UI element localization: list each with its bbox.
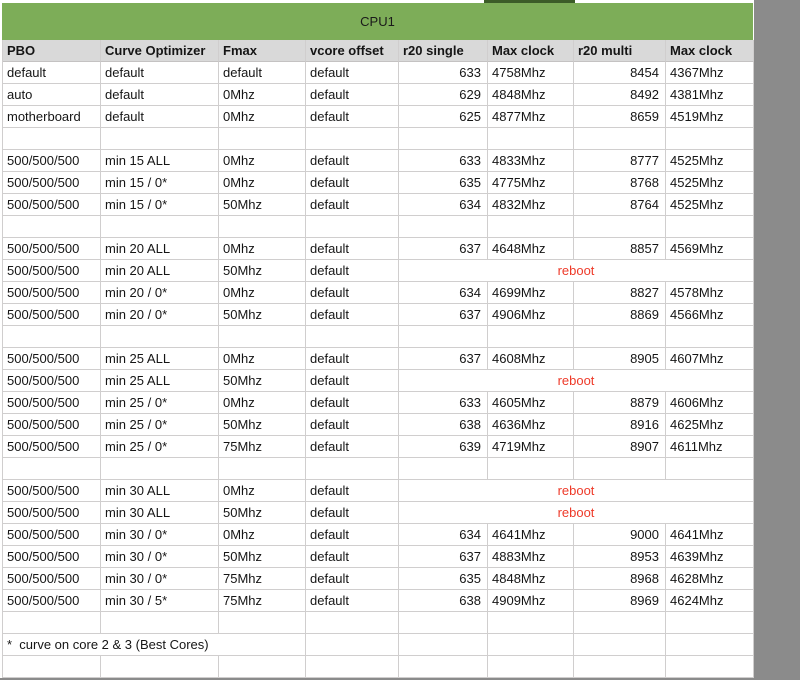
cell[interactable]: 75Mhz	[219, 436, 306, 458]
cell[interactable]: 500/500/500	[3, 348, 101, 370]
cell[interactable]: 629	[399, 84, 488, 106]
cell[interactable]: 4628Mhz	[666, 568, 754, 590]
cell[interactable]: 8768	[574, 172, 666, 194]
cell[interactable]	[399, 612, 488, 634]
cell[interactable]	[306, 634, 399, 656]
cell[interactable]	[306, 326, 399, 348]
cell[interactable]: default	[306, 238, 399, 260]
cell[interactable]: default	[306, 150, 399, 172]
table-row	[3, 238, 755, 260]
cell[interactable]: min 15 / 0*	[101, 172, 219, 194]
cell[interactable]: 635	[399, 172, 488, 194]
cell[interactable]: default	[306, 304, 399, 326]
cell[interactable]: 4381Mhz	[666, 84, 754, 106]
cell[interactable]	[574, 216, 666, 238]
cell[interactable]: default	[101, 84, 219, 106]
cell[interactable]: min 15 ALL	[101, 150, 219, 172]
table-row	[3, 524, 755, 546]
cell[interactable]	[666, 634, 754, 656]
table-row	[3, 62, 755, 84]
cell[interactable]	[101, 458, 219, 480]
cell[interactable]: 633	[399, 62, 488, 84]
cell[interactable]	[574, 458, 666, 480]
cell[interactable]: default	[101, 106, 219, 128]
cell[interactable]	[574, 612, 666, 634]
cell[interactable]: 4639Mhz	[666, 546, 754, 568]
cell[interactable]	[666, 216, 754, 238]
cell[interactable]: default	[101, 62, 219, 84]
cell[interactable]	[219, 612, 306, 634]
cell[interactable]: 8764	[574, 194, 666, 216]
cell[interactable]: 4758Mhz	[488, 62, 574, 84]
cell[interactable]	[306, 216, 399, 238]
cell[interactable]: 638	[399, 414, 488, 436]
cell[interactable]: default	[306, 62, 399, 84]
cell[interactable]: 625	[399, 106, 488, 128]
cell[interactable]: 8492	[574, 84, 666, 106]
cell[interactable]: default	[306, 524, 399, 546]
cell[interactable]: min 25 ALL	[101, 348, 219, 370]
cell[interactable]	[488, 458, 574, 480]
cell[interactable]	[488, 634, 574, 656]
cell[interactable]: 500/500/500	[3, 568, 101, 590]
table-row	[3, 590, 755, 612]
cell[interactable]: min 25 / 0*	[101, 436, 219, 458]
header-cell[interactable]: vcore offset	[306, 40, 399, 62]
cell[interactable]: default	[306, 568, 399, 590]
cell[interactable]	[101, 216, 219, 238]
cell[interactable]	[488, 656, 574, 678]
cell[interactable]: 4607Mhz	[666, 348, 754, 370]
cell[interactable]	[306, 128, 399, 150]
cell[interactable]: 8905	[574, 348, 666, 370]
cell[interactable]	[101, 612, 219, 634]
cell[interactable]	[399, 458, 488, 480]
cell[interactable]: default	[306, 106, 399, 128]
table-row	[3, 216, 755, 238]
cell[interactable]: 0Mhz	[219, 238, 306, 260]
table-row	[3, 546, 755, 568]
table-row	[3, 172, 755, 194]
cell[interactable]: default	[3, 62, 101, 84]
cell[interactable]	[3, 326, 101, 348]
cell[interactable]: min 30 / 5*	[101, 590, 219, 612]
header-cell[interactable]: r20 single	[399, 40, 488, 62]
cell[interactable]: 500/500/500	[3, 524, 101, 546]
cell[interactable]: 637	[399, 348, 488, 370]
reboot-status-cell[interactable]: reboot	[399, 480, 754, 502]
cell[interactable]: 639	[399, 436, 488, 458]
cell[interactable]: default	[306, 282, 399, 304]
spreadsheet-grid	[2, 40, 755, 678]
cell[interactable]: 4848Mhz	[488, 568, 574, 590]
cell[interactable]: 637	[399, 304, 488, 326]
cell[interactable]	[306, 612, 399, 634]
cell[interactable]: 0Mhz	[219, 392, 306, 414]
cell[interactable]: 634	[399, 282, 488, 304]
table-row	[3, 458, 755, 480]
cell[interactable]	[399, 128, 488, 150]
cell[interactable]: 0Mhz	[219, 172, 306, 194]
cell[interactable]: 8454	[574, 62, 666, 84]
cell[interactable]: 500/500/500	[3, 392, 101, 414]
cell[interactable]	[101, 128, 219, 150]
footnote-cell[interactable]: * curve on core 2 & 3 (Best Cores)	[3, 634, 306, 656]
cell[interactable]: 0Mhz	[219, 524, 306, 546]
cell[interactable]	[399, 656, 488, 678]
cell[interactable]: 0Mhz	[219, 150, 306, 172]
table-row	[3, 480, 755, 502]
cell[interactable]: 4525Mhz	[666, 172, 754, 194]
cell[interactable]: default	[306, 194, 399, 216]
cell[interactable]: 4641Mhz	[666, 524, 754, 546]
table-row	[3, 612, 755, 634]
cell[interactable]: 500/500/500	[3, 282, 101, 304]
cell[interactable]: 8827	[574, 282, 666, 304]
cell[interactable]	[306, 656, 399, 678]
cell[interactable]: 4775Mhz	[488, 172, 574, 194]
cell[interactable]: default	[306, 260, 399, 282]
cell[interactable]: min 30 / 0*	[101, 568, 219, 590]
header-cell[interactable]: Fmax	[219, 40, 306, 62]
reboot-status-cell[interactable]: reboot	[399, 370, 754, 392]
cell[interactable]: default	[306, 172, 399, 194]
table-row	[3, 304, 755, 326]
table-row	[3, 326, 755, 348]
cell[interactable]: 4636Mhz	[488, 414, 574, 436]
header-row	[3, 40, 755, 62]
header-cell[interactable]: Max clock	[488, 40, 574, 62]
cell[interactable]: min 15 / 0*	[101, 194, 219, 216]
cell[interactable]: min 20 ALL	[101, 238, 219, 260]
cell[interactable]: 75Mhz	[219, 568, 306, 590]
cell[interactable]: 4525Mhz	[666, 150, 754, 172]
cell[interactable]: min 25 / 0*	[101, 414, 219, 436]
cell[interactable]: default	[219, 62, 306, 84]
cell[interactable]: min 30 ALL	[101, 480, 219, 502]
cell[interactable]: default	[306, 480, 399, 502]
cell[interactable]: 8969	[574, 590, 666, 612]
cell[interactable]	[101, 656, 219, 678]
cell[interactable]: 500/500/500	[3, 436, 101, 458]
cell[interactable]: 4877Mhz	[488, 106, 574, 128]
cell[interactable]: min 30 / 0*	[101, 546, 219, 568]
cell[interactable]: default	[306, 414, 399, 436]
cell[interactable]: 50Mhz	[219, 502, 306, 524]
table-row	[3, 348, 755, 370]
cell[interactable]	[666, 612, 754, 634]
sheet-tab-edge	[484, 0, 575, 3]
sheet-title: CPU1	[360, 14, 395, 29]
cell[interactable]: motherboard	[3, 106, 101, 128]
cell[interactable]: 634	[399, 194, 488, 216]
cell[interactable]	[574, 128, 666, 150]
cell[interactable]: 4608Mhz	[488, 348, 574, 370]
cell[interactable]: 8659	[574, 106, 666, 128]
cell[interactable]: min 25 / 0*	[101, 392, 219, 414]
cell[interactable]: min 20 / 0*	[101, 282, 219, 304]
cell[interactable]: default	[306, 590, 399, 612]
cell[interactable]: 500/500/500	[3, 238, 101, 260]
cell[interactable]	[399, 216, 488, 238]
cell[interactable]: 8869	[574, 304, 666, 326]
cell[interactable]: 50Mhz	[219, 260, 306, 282]
cell[interactable]: 500/500/500	[3, 590, 101, 612]
cell[interactable]: 8907	[574, 436, 666, 458]
cell[interactable]: 500/500/500	[3, 150, 101, 172]
cell[interactable]	[219, 326, 306, 348]
cell[interactable]: min 30 / 0*	[101, 524, 219, 546]
cell[interactable]: 50Mhz	[219, 546, 306, 568]
cell[interactable]: 4699Mhz	[488, 282, 574, 304]
cell[interactable]	[3, 656, 101, 678]
table-row	[3, 656, 755, 678]
cell[interactable]: 637	[399, 238, 488, 260]
header-cell[interactable]: Curve Optimizer	[101, 40, 219, 62]
cell[interactable]: 500/500/500	[3, 370, 101, 392]
cell[interactable]: default	[306, 348, 399, 370]
cell[interactable]: default	[306, 436, 399, 458]
cell[interactable]: 633	[399, 392, 488, 414]
header-cell[interactable]: PBO	[3, 40, 101, 62]
cell[interactable]: 4648Mhz	[488, 238, 574, 260]
table-row	[3, 502, 755, 524]
cell[interactable]: 4833Mhz	[488, 150, 574, 172]
cell[interactable]: 0Mhz	[219, 480, 306, 502]
cell[interactable]: 638	[399, 590, 488, 612]
cell[interactable]: 500/500/500	[3, 480, 101, 502]
cell[interactable]	[3, 216, 101, 238]
cell[interactable]: 8953	[574, 546, 666, 568]
cell[interactable]: 500/500/500	[3, 172, 101, 194]
reboot-status-cell[interactable]: reboot	[399, 260, 754, 282]
header-cell[interactable]: r20 multi	[574, 40, 666, 62]
cell[interactable]: 500/500/500	[3, 304, 101, 326]
table-row	[3, 370, 755, 392]
cell[interactable]	[3, 458, 101, 480]
cell[interactable]	[399, 634, 488, 656]
cell[interactable]: 8777	[574, 150, 666, 172]
cell[interactable]: 4909Mhz	[488, 590, 574, 612]
cell[interactable]: 500/500/500	[3, 194, 101, 216]
cell[interactable]: 634	[399, 524, 488, 546]
cell[interactable]: 4906Mhz	[488, 304, 574, 326]
table-row	[3, 106, 755, 128]
cell[interactable]: 4832Mhz	[488, 194, 574, 216]
cell[interactable]: 50Mhz	[219, 414, 306, 436]
cell[interactable]	[574, 634, 666, 656]
cell[interactable]	[219, 458, 306, 480]
cell[interactable]: 50Mhz	[219, 304, 306, 326]
cell[interactable]: 4719Mhz	[488, 436, 574, 458]
reboot-status-cell[interactable]: reboot	[399, 502, 754, 524]
cell[interactable]: 4519Mhz	[666, 106, 754, 128]
cell[interactable]: default	[306, 392, 399, 414]
cell[interactable]: 4525Mhz	[666, 194, 754, 216]
table-row	[3, 392, 755, 414]
table-row	[3, 150, 755, 172]
cell[interactable]: 0Mhz	[219, 348, 306, 370]
cell[interactable]: 4606Mhz	[666, 392, 754, 414]
cell[interactable]	[666, 326, 754, 348]
cell[interactable]	[101, 326, 219, 348]
cell[interactable]: 4625Mhz	[666, 414, 754, 436]
cell[interactable]: default	[306, 370, 399, 392]
cell[interactable]	[666, 656, 754, 678]
cell[interactable]: 75Mhz	[219, 590, 306, 612]
cell[interactable]	[3, 128, 101, 150]
title-merged-cell[interactable]	[2, 3, 753, 40]
cell[interactable]	[399, 326, 488, 348]
cell[interactable]: 4569Mhz	[666, 238, 754, 260]
table-row	[3, 568, 755, 590]
cell[interactable]: 4611Mhz	[666, 436, 754, 458]
cell[interactable]: 8879	[574, 392, 666, 414]
cell[interactable]: 637	[399, 546, 488, 568]
table-row	[3, 634, 755, 656]
cell[interactable]: 4605Mhz	[488, 392, 574, 414]
cell[interactable]	[488, 326, 574, 348]
cell[interactable]: 4641Mhz	[488, 524, 574, 546]
cell[interactable]: default	[306, 546, 399, 568]
cell[interactable]: 500/500/500	[3, 546, 101, 568]
cell[interactable]: 500/500/500	[3, 414, 101, 436]
cell[interactable]	[488, 612, 574, 634]
cell[interactable]	[219, 216, 306, 238]
table-row	[3, 194, 755, 216]
table-row	[3, 414, 755, 436]
cell[interactable]: 4848Mhz	[488, 84, 574, 106]
table-row	[3, 84, 755, 106]
cell[interactable]	[666, 458, 754, 480]
cell[interactable]: min 20 / 0*	[101, 304, 219, 326]
cell[interactable]: default	[306, 502, 399, 524]
cell[interactable]: 500/500/500	[3, 502, 101, 524]
cell[interactable]	[666, 128, 754, 150]
cell[interactable]: min 30 ALL	[101, 502, 219, 524]
table-row	[3, 282, 755, 304]
cell[interactable]: 4883Mhz	[488, 546, 574, 568]
table-row	[3, 260, 755, 282]
cell[interactable]: min 20 ALL	[101, 260, 219, 282]
cell[interactable]: 8968	[574, 568, 666, 590]
cell[interactable]	[219, 656, 306, 678]
cell[interactable]	[306, 458, 399, 480]
cell[interactable]: 500/500/500	[3, 260, 101, 282]
table-row	[3, 128, 755, 150]
cell[interactable]	[574, 656, 666, 678]
cell[interactable]: 4566Mhz	[666, 304, 754, 326]
cell[interactable]: min 25 ALL	[101, 370, 219, 392]
header-cell[interactable]: Max clock	[666, 40, 754, 62]
cell[interactable]: 0Mhz	[219, 282, 306, 304]
cell[interactable]: 4624Mhz	[666, 590, 754, 612]
cell[interactable]: 50Mhz	[219, 370, 306, 392]
cell[interactable]: 0Mhz	[219, 84, 306, 106]
cell[interactable]: default	[306, 84, 399, 106]
cell[interactable]: 4367Mhz	[666, 62, 754, 84]
cell[interactable]: auto	[3, 84, 101, 106]
cell[interactable]: 9000	[574, 524, 666, 546]
cell[interactable]: 0Mhz	[219, 106, 306, 128]
table-row	[3, 436, 755, 458]
cell[interactable]	[219, 128, 306, 150]
cell[interactable]	[3, 612, 101, 634]
cell[interactable]: 50Mhz	[219, 194, 306, 216]
cell[interactable]: 635	[399, 568, 488, 590]
cell[interactable]	[574, 326, 666, 348]
cell[interactable]: 633	[399, 150, 488, 172]
cell[interactable]: 8916	[574, 414, 666, 436]
cell[interactable]	[488, 128, 574, 150]
cell[interactable]: 4578Mhz	[666, 282, 754, 304]
cell[interactable]: 8857	[574, 238, 666, 260]
cell[interactable]	[488, 216, 574, 238]
